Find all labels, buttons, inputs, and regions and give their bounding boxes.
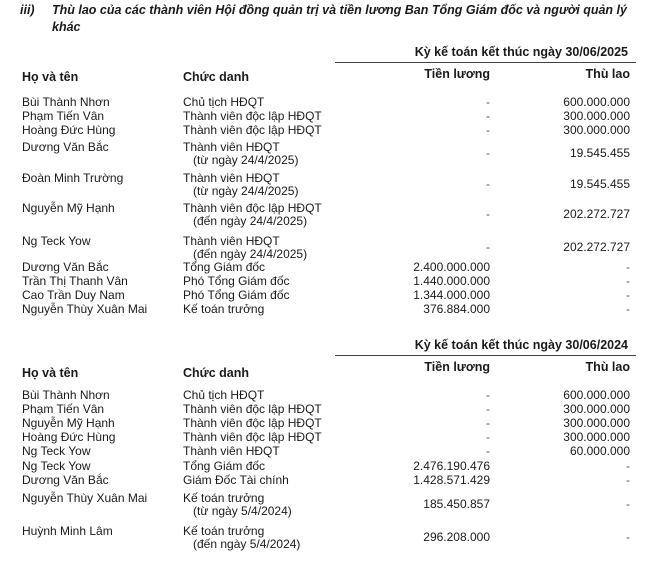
section-title-line2: khác [52, 20, 81, 34]
row-title-text: Thành viên HĐQT [183, 140, 280, 154]
row-title-text: Thành viên HĐQT [183, 444, 280, 458]
row-fee: 300.000.000 [563, 430, 630, 444]
row-fee: - [626, 497, 630, 511]
row-title-text: Thành viên độc lập HĐQT [183, 430, 322, 444]
row-fee: - [626, 459, 630, 473]
col-title-2025: Chức danh [183, 70, 249, 84]
row-salary: - [486, 430, 490, 444]
row-salary: - [486, 444, 490, 458]
period-rule-2024 [335, 355, 636, 356]
row-title-text: Thành viên độc lập HĐQT [183, 109, 322, 123]
row-fee: 300.000.000 [563, 416, 630, 430]
row-title-note: (đến ngày 24/4/2025) [193, 247, 308, 261]
row-name: Bùi Thành Nhơn [22, 388, 110, 402]
row-name: Bùi Thành Nhơn [22, 95, 110, 109]
row-salary: 296.208.000 [423, 530, 490, 544]
row-title [183, 172, 298, 198]
row-title-note: (từ ngày 24/4/2025) [193, 153, 299, 167]
row-fee: 19.545.455 [569, 177, 630, 191]
row-title [183, 289, 290, 302]
row-title-text: Thành viên HĐQT [183, 171, 280, 185]
row-title-text: Kế toán trưởng [183, 302, 265, 316]
row-title-text: Kế toán trưởng [183, 524, 265, 538]
row-title [183, 141, 298, 167]
row-title [183, 445, 280, 458]
row-title-text: Tổng Giám đốc [183, 459, 266, 473]
row-fee: 202.272.727 [563, 240, 630, 254]
row-title [183, 492, 292, 518]
row-salary: - [486, 240, 490, 254]
row-title [183, 403, 322, 416]
row-title [183, 124, 322, 137]
row-title-note: (đến ngày 5/4/2024) [193, 537, 301, 551]
row-title-text: Phó Tổng Giám đốc [183, 274, 290, 288]
row-name: Dương Văn Bắc [22, 260, 109, 274]
row-salary: 1.428.571.429 [413, 473, 490, 487]
section-number: iii) [20, 3, 35, 17]
row-fee: - [626, 302, 630, 316]
row-title [183, 389, 264, 402]
row-title-text: Phó Tổng Giám đốc [183, 288, 290, 302]
row-fee: 60.000.000 [569, 444, 630, 458]
row-salary: - [486, 95, 490, 109]
row-name: Cao Trần Duy Nam [22, 288, 125, 302]
period-2024: Kỳ kế toán kết thúc ngày 30/06/2024 [414, 338, 628, 352]
row-salary: - [486, 123, 490, 137]
row-salary: 2.400.000.000 [413, 260, 490, 274]
row-name: Ng Teck Yow [22, 459, 91, 473]
col-title-2024: Chức danh [183, 366, 249, 380]
row-salary: - [486, 402, 490, 416]
row-name: Trần Thị Thanh Vân [22, 274, 128, 288]
row-title [183, 275, 290, 288]
row-title-text: Chủ tịch HĐQT [183, 95, 265, 109]
row-salary: 1.344.000.000 [413, 288, 490, 302]
row-title-text: Chủ tịch HĐQT [183, 388, 265, 402]
row-fee: 19.545.455 [569, 146, 630, 160]
row-salary: - [486, 146, 490, 160]
row-name: Dương Văn Bắc [22, 140, 109, 154]
row-title [183, 460, 265, 473]
period-2025: Kỳ kế toán kết thúc ngày 30/06/2025 [414, 45, 628, 59]
row-title [183, 261, 265, 274]
row-name: Ng Teck Yow [22, 444, 91, 458]
col-salary-2024: Tiền lương [424, 360, 490, 374]
row-title-text: Giám Đốc Tài chính [183, 473, 289, 487]
row-title-text: Thành viên độc lập HĐQT [183, 416, 322, 430]
row-salary: - [486, 109, 490, 123]
row-title-text: Thành viên độc lập HĐQT [183, 201, 322, 215]
row-name: Phạm Tiến Vân [22, 109, 105, 123]
row-fee: 300.000.000 [563, 123, 630, 137]
row-name: Ng Teck Yow [22, 234, 91, 248]
row-salary: - [486, 416, 490, 430]
col-fee-2024: Thù lao [585, 360, 630, 374]
row-fee: - [626, 274, 630, 288]
row-title [183, 303, 264, 316]
row-title-text: Tổng Giám đốc [183, 260, 266, 274]
row-fee: 600.000.000 [563, 388, 630, 402]
row-title [183, 431, 322, 444]
row-name: Phạm Tiến Vân [22, 402, 105, 416]
row-fee: - [626, 260, 630, 274]
row-salary: 376.884.000 [423, 302, 490, 316]
row-name: Đoàn Minh Trường [22, 171, 124, 185]
row-title [183, 235, 307, 261]
row-title [183, 417, 322, 430]
section-heading [20, 2, 650, 36]
row-fee: 202.272.727 [563, 207, 630, 221]
row-name: Nguyễn Mỹ Hạnh [22, 201, 115, 215]
row-fee: - [626, 288, 630, 302]
col-fee-2025: Thù lao [585, 67, 630, 81]
row-fee: - [626, 530, 630, 544]
row-salary: - [486, 177, 490, 191]
row-name: Nguyễn Thùy Xuân Mai [22, 302, 148, 316]
row-salary: - [486, 207, 490, 221]
row-fee: 300.000.000 [563, 402, 630, 416]
row-salary: 185.450.857 [423, 497, 490, 511]
col-name-2025: Họ và tên [22, 70, 79, 84]
col-salary-2025: Tiền lương [424, 67, 490, 81]
row-fee: - [626, 473, 630, 487]
row-name: Nguyễn Thùy Xuân Mai [22, 491, 148, 505]
period-rule-2025 [335, 62, 636, 63]
row-title-text: Kế toán trưởng [183, 491, 265, 505]
row-title-text: Thành viên độc lập HĐQT [183, 123, 322, 137]
row-title-text: Thành viên HĐQT [183, 234, 280, 248]
row-fee: 600.000.000 [563, 95, 630, 109]
row-name: Dương Văn Bắc [22, 473, 109, 487]
row-title [183, 110, 322, 123]
row-fee: 300.000.000 [563, 109, 630, 123]
row-title [183, 525, 300, 551]
row-name: Huỳnh Minh Lâm [22, 524, 113, 538]
row-title [183, 96, 264, 109]
row-title [183, 474, 289, 487]
row-title-note: (đến ngày 24/4/2025) [193, 214, 308, 228]
row-name: Hoàng Đức Hùng [22, 430, 116, 444]
row-title-note: (từ ngày 24/4/2025) [193, 184, 299, 198]
section-title-line1: Thù lao của các thành viên Hội đồng quản trị và tiền lương Ban Tổng Giám đốc và người quản lý [52, 3, 627, 17]
row-name: Hoàng Đức Hùng [22, 123, 116, 137]
col-name-2024: Họ và tên [22, 366, 79, 380]
row-title [183, 202, 322, 228]
row-salary: - [486, 388, 490, 402]
row-title-note: (từ ngày 5/4/2024) [193, 504, 292, 518]
row-salary: 2.476.190.476 [413, 459, 490, 473]
row-salary: 1.440.000.000 [413, 274, 490, 288]
row-title-text: Thành viên độc lập HĐQT [183, 402, 322, 416]
row-name: Nguyễn Mỹ Hạnh [22, 416, 115, 430]
